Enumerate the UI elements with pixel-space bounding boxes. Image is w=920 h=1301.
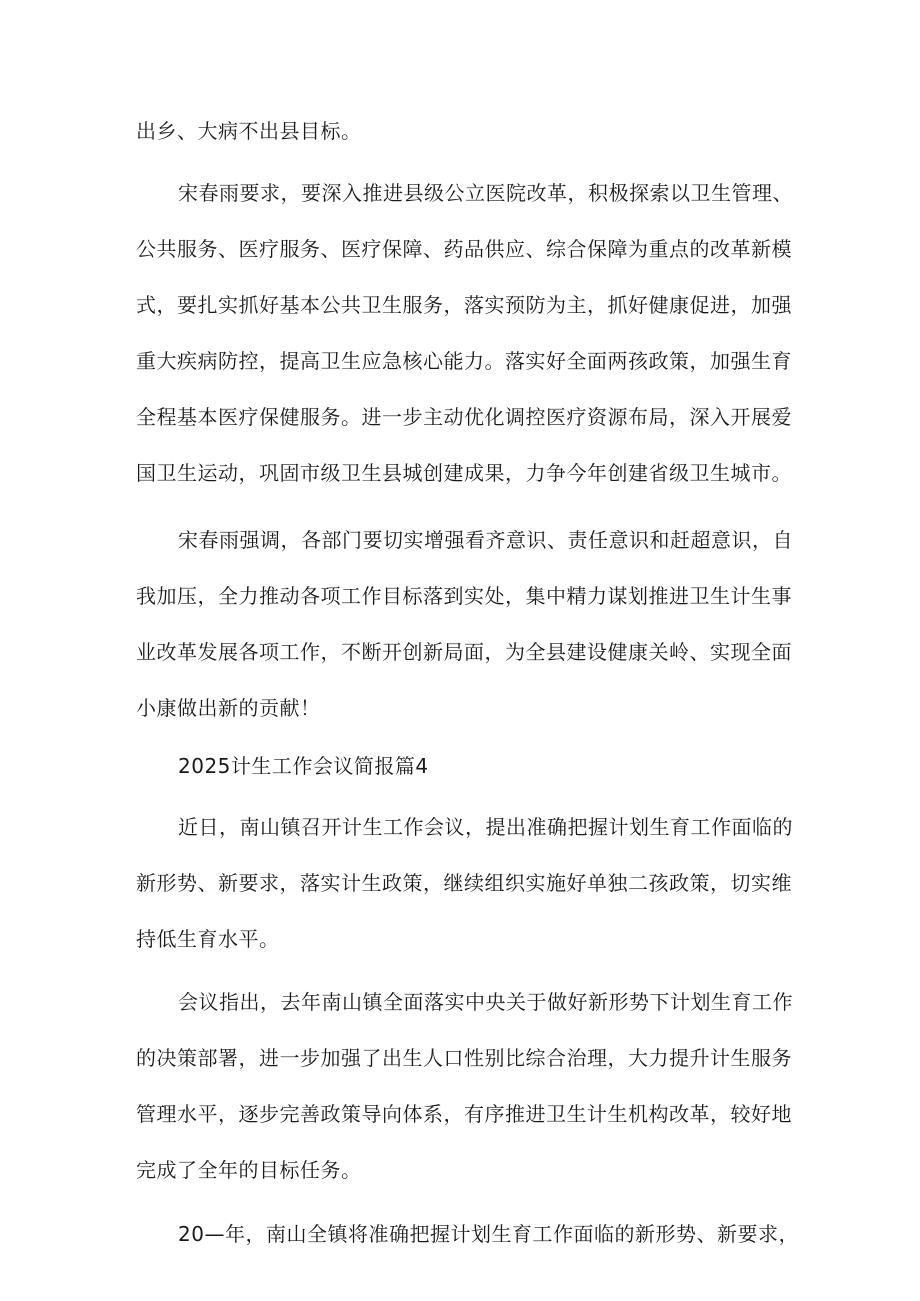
paragraph-line: 完成了全年的目标任务。: [136, 1158, 362, 1182]
paragraph-line: 小康做出新的贡献！: [136, 696, 321, 720]
paragraph-line: 持低生育水平。: [136, 927, 280, 951]
section-heading: 2025计生工作会议简报篇4: [178, 754, 429, 778]
paragraph-line: 式，要扎实抓好基本公共卫生服务，落实预防为主，抓好健康促进，加强: [136, 293, 792, 317]
paragraph-line: 宋春雨强调，各部门要切实增强看齐意识、责任意识和赶超意识，自: [178, 528, 793, 552]
paragraph-line: 的决策部署，进一步加强了出生人口性别比综合治理，大力提升计生服务: [136, 1046, 792, 1070]
paragraph-line: 出乡、大病不出县目标。: [136, 119, 362, 143]
paragraph-line: 20—年，南山全镇将准确把握计划生育工作面临的新形势、新要求，: [178, 1222, 799, 1246]
paragraph-line: 全程基本医疗保健服务。进一步主动优化调控医疗资源布局，深入开展爱: [136, 405, 792, 429]
paragraph-line: 会议指出，去年南山镇全面落实中央关于做好新形势下计划生育工作: [178, 990, 793, 1014]
paragraph-line: 近日，南山镇召开计生工作会议，提出准确把握计划生育工作面临的: [178, 815, 793, 839]
paragraph-line: 国卫生运动，巩固市级卫生县城创建成果，力争今年创建省级卫生城市。: [136, 461, 792, 485]
paragraph-line: 新形势、新要求，落实计生政策，继续组织实施好单独二孩政策，切实维: [136, 871, 792, 895]
paragraph-line: 公共服务、医疗服务、医疗保障、药品供应、综合保障为重点的改革新模: [136, 237, 792, 261]
paragraph-line: 我加压，全力推动各项工作目标落到实处，集中精力谋划推进卫生计生事: [136, 584, 792, 608]
paragraph-line: 重大疾病防控，提高卫生应急核心能力。落实好全面两孩政策，加强生育: [136, 349, 792, 373]
paragraph-line: 业改革发展各项工作，不断开创新局面，为全县建设健康关岭、实现全面: [136, 640, 792, 664]
paragraph-line: 宋春雨要求，要深入推进县级公立医院改革，积极探索以卫生管理、: [178, 181, 793, 205]
paragraph-line: 管理水平，逐步完善政策导向体系，有序推进卫生计生机构改革，较好地: [136, 1102, 792, 1126]
